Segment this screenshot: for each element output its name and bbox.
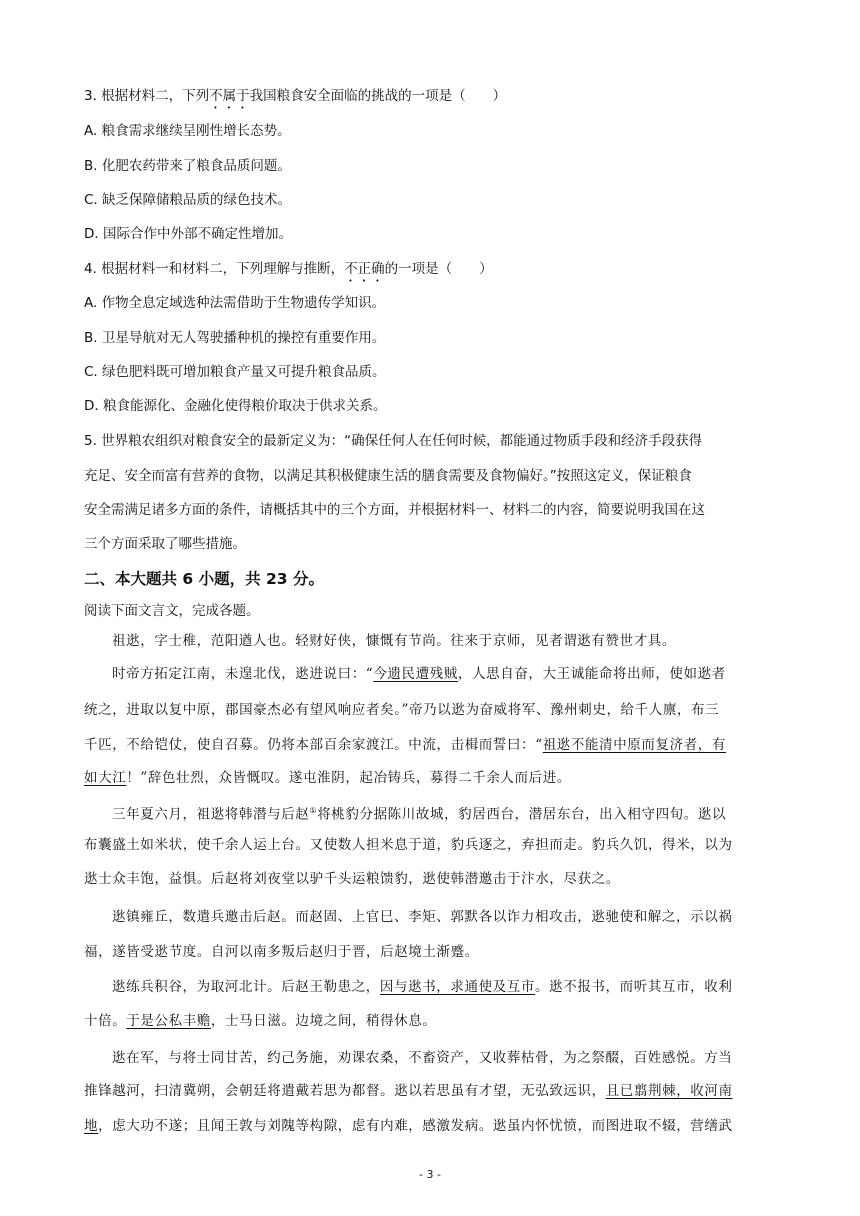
p2-l1-underlined: 今遗民遭残贼: [373, 666, 458, 682]
p2-l3-text-a: 千匹，不给铠仗，使自召募。仍将本部百余家渡江。中流，击楫而誓曰：“: [84, 737, 543, 753]
q4-stem-emphasis: 不正确: [344, 261, 385, 277]
passage-p1: 祖逖，字士稚，范阳遒人也。轻财好侠，慷慨有节尚。往来于京师，见者谓逖有赞世才具。: [112, 633, 676, 649]
p2-l4-text: ！”辞色壮烈，众皆慨叹。遂屯淮阴，起冶铸兵，募得二千余人而后进。: [126, 770, 571, 786]
passage-p2-line-3: [84, 735, 776, 755]
passage-p6-line-3: [84, 1116, 776, 1136]
q4-option-c: C. 绿色肥料既可增加粮食产量又可提升粮食品质。: [84, 364, 386, 380]
passage-p6-line-2: [84, 1081, 776, 1101]
q3-stem-part-2: 我国粮食安全面临的挑战的一项是（ ）: [249, 88, 507, 104]
q4-stem-part-1: 4. 根据材料一和材料二，下列理解与推断，: [84, 261, 345, 277]
p5-l2-underlined: 于是公私丰赡: [126, 1013, 211, 1029]
passage-p5-line-1: [112, 977, 776, 997]
p6-l2-text-a: 推锋越河，扫清冀朔，会朝廷将遣戴若思为都督。逖以若思虽有才望，无弘致远识，: [84, 1083, 606, 1099]
footnote-marker: ①: [309, 806, 318, 815]
passage-p4-line-2: 福，遂皆受逖节度。自河以南多叛后赵归于晋，后赵境土渐蹙。: [84, 944, 479, 960]
section-2-title: 二、本大题共 6 小题，共 23 分。: [84, 570, 324, 588]
q3-option-b: B. 化肥农药带来了粮食品质问题。: [84, 158, 291, 174]
q4-stem-part-2: 的一项是（ ）: [384, 261, 493, 277]
p5-l1-text-b: 。逖不报书，而听其互市，收利: [535, 979, 733, 995]
q5-line-2: 充足、安全而富有营养的食物，以满足其积极健康生活的膳食需要及食物偏好。”按照这定义，保证粮食: [84, 468, 692, 484]
passage-p2-line-2: 统之，进取以复中原，郡国豪杰必有望风响应者矣。”帝乃以逖为奋威将军、豫州刺史，给千人廪，布三: [84, 702, 720, 718]
p5-l1-text-a: 逖练兵积谷，为取河北计。后赵王勒患之，: [112, 979, 380, 995]
p6-l2-underlined: 且已翦荆棘，收河南: [605, 1083, 733, 1099]
section-2-instruction: 阅读下面文言文，完成各题。: [84, 603, 260, 619]
p2-l4-underlined: 如大江: [84, 770, 127, 786]
passage-p5-line-2: [84, 1011, 776, 1031]
passage-p2-line-4: [84, 768, 776, 788]
p3-l1-text-b: 将桃豹分据陈川故城，豹居西台，潜居东台，出入相守四旬。逖以: [317, 806, 727, 823]
question-4-stem: [84, 259, 776, 285]
p2-l1-text-b: ，人思自奋，大王诚能命将出师，使如逖者: [457, 666, 726, 682]
q5-line-1: 5. 世界粮农组织对粮食安全的最新定义为：“确保任何人在任何时候，都能通过物质手段和经济手段获得: [84, 433, 703, 449]
q3-option-a: A. 粮食需求继续呈刚性增长态势。: [84, 123, 291, 139]
passage-p3-line-2: 布囊盛土如米状，使千余人运上台。又使数人担米息于道，豹兵逐之，弃担而走。豹兵久饥，得米，以为: [84, 837, 733, 853]
page-number: - 3 -: [419, 1168, 441, 1181]
p5-l2-text-b: ，士马日滋。边境之间，稍得休息。: [210, 1013, 437, 1029]
p2-l1-text-a: 时帝方拓定江南，未遑北伐，逖进说曰：“: [112, 666, 374, 682]
passage-p4-line-1: 逖镇雍丘，数遣兵邀击后赵。而赵固、上官巳、李矩、郭默各以诈力相攻击，逖驰使和解之，示以祸: [112, 909, 733, 925]
p5-l1-underlined: 因与逖书，求通使及互市: [379, 979, 536, 995]
q3-option-d: D. 国际合作中外部不确定性增加。: [84, 226, 292, 242]
q3-stem-part-1: 3. 根据材料二，下列: [84, 88, 210, 104]
passage-p3-line-3: 逖士众丰饱，益惧。后赵将刘夜堂以驴千头运粮馈豹，逖使韩潜邀击于汴水，尽获之。: [84, 871, 620, 887]
passage-p3-line-1: [112, 801, 776, 825]
passage-p6-line-1: 逖在军，与将士同甘苦，约己务施，劝课农桑，不畜资产，又收葬枯骨，为之祭醊，百姓感悦。方当: [112, 1050, 733, 1066]
p6-l3-underlined: 地: [84, 1118, 99, 1134]
passage-p2-line-1: [112, 664, 776, 684]
q5-line-3: 安全需满足诸多方面的条件，请概括其中的三个方面，并根据材料一、材料二的内容，简要说明我国在这: [84, 502, 705, 518]
q3-stem-emphasis: 不属于: [209, 88, 250, 104]
q3-option-c: C. 缺乏保障储粮品质的绿色技术。: [84, 192, 292, 208]
q4-option-a: A. 作物全息定域选种法需借助于生物遗传学知识。: [84, 295, 386, 311]
p2-l3-underlined: 祖逖不能清中原而复济者，有: [542, 737, 727, 753]
question-3-stem: [84, 86, 776, 112]
p6-l3-text: ，虑大功不遂；且闻王敦与刘隗等构隙，虑有内难，感激发病。逖虽内怀忧愤，而图进取不辍，营缮武: [98, 1118, 733, 1134]
p3-l1-text-a: 三年夏六月，祖逖将韩潜与后赵: [112, 806, 310, 823]
q5-line-4: 三个方面采取了哪些措施。: [84, 536, 246, 552]
q4-option-d: D. 粮食能源化、金融化使得粮价取决于供求关系。: [84, 398, 387, 414]
p5-l2-text-a: 十倍。: [84, 1013, 127, 1029]
q4-option-b: B. 卫星导航对无人驾驶播种机的操控有重要作用。: [84, 330, 386, 346]
